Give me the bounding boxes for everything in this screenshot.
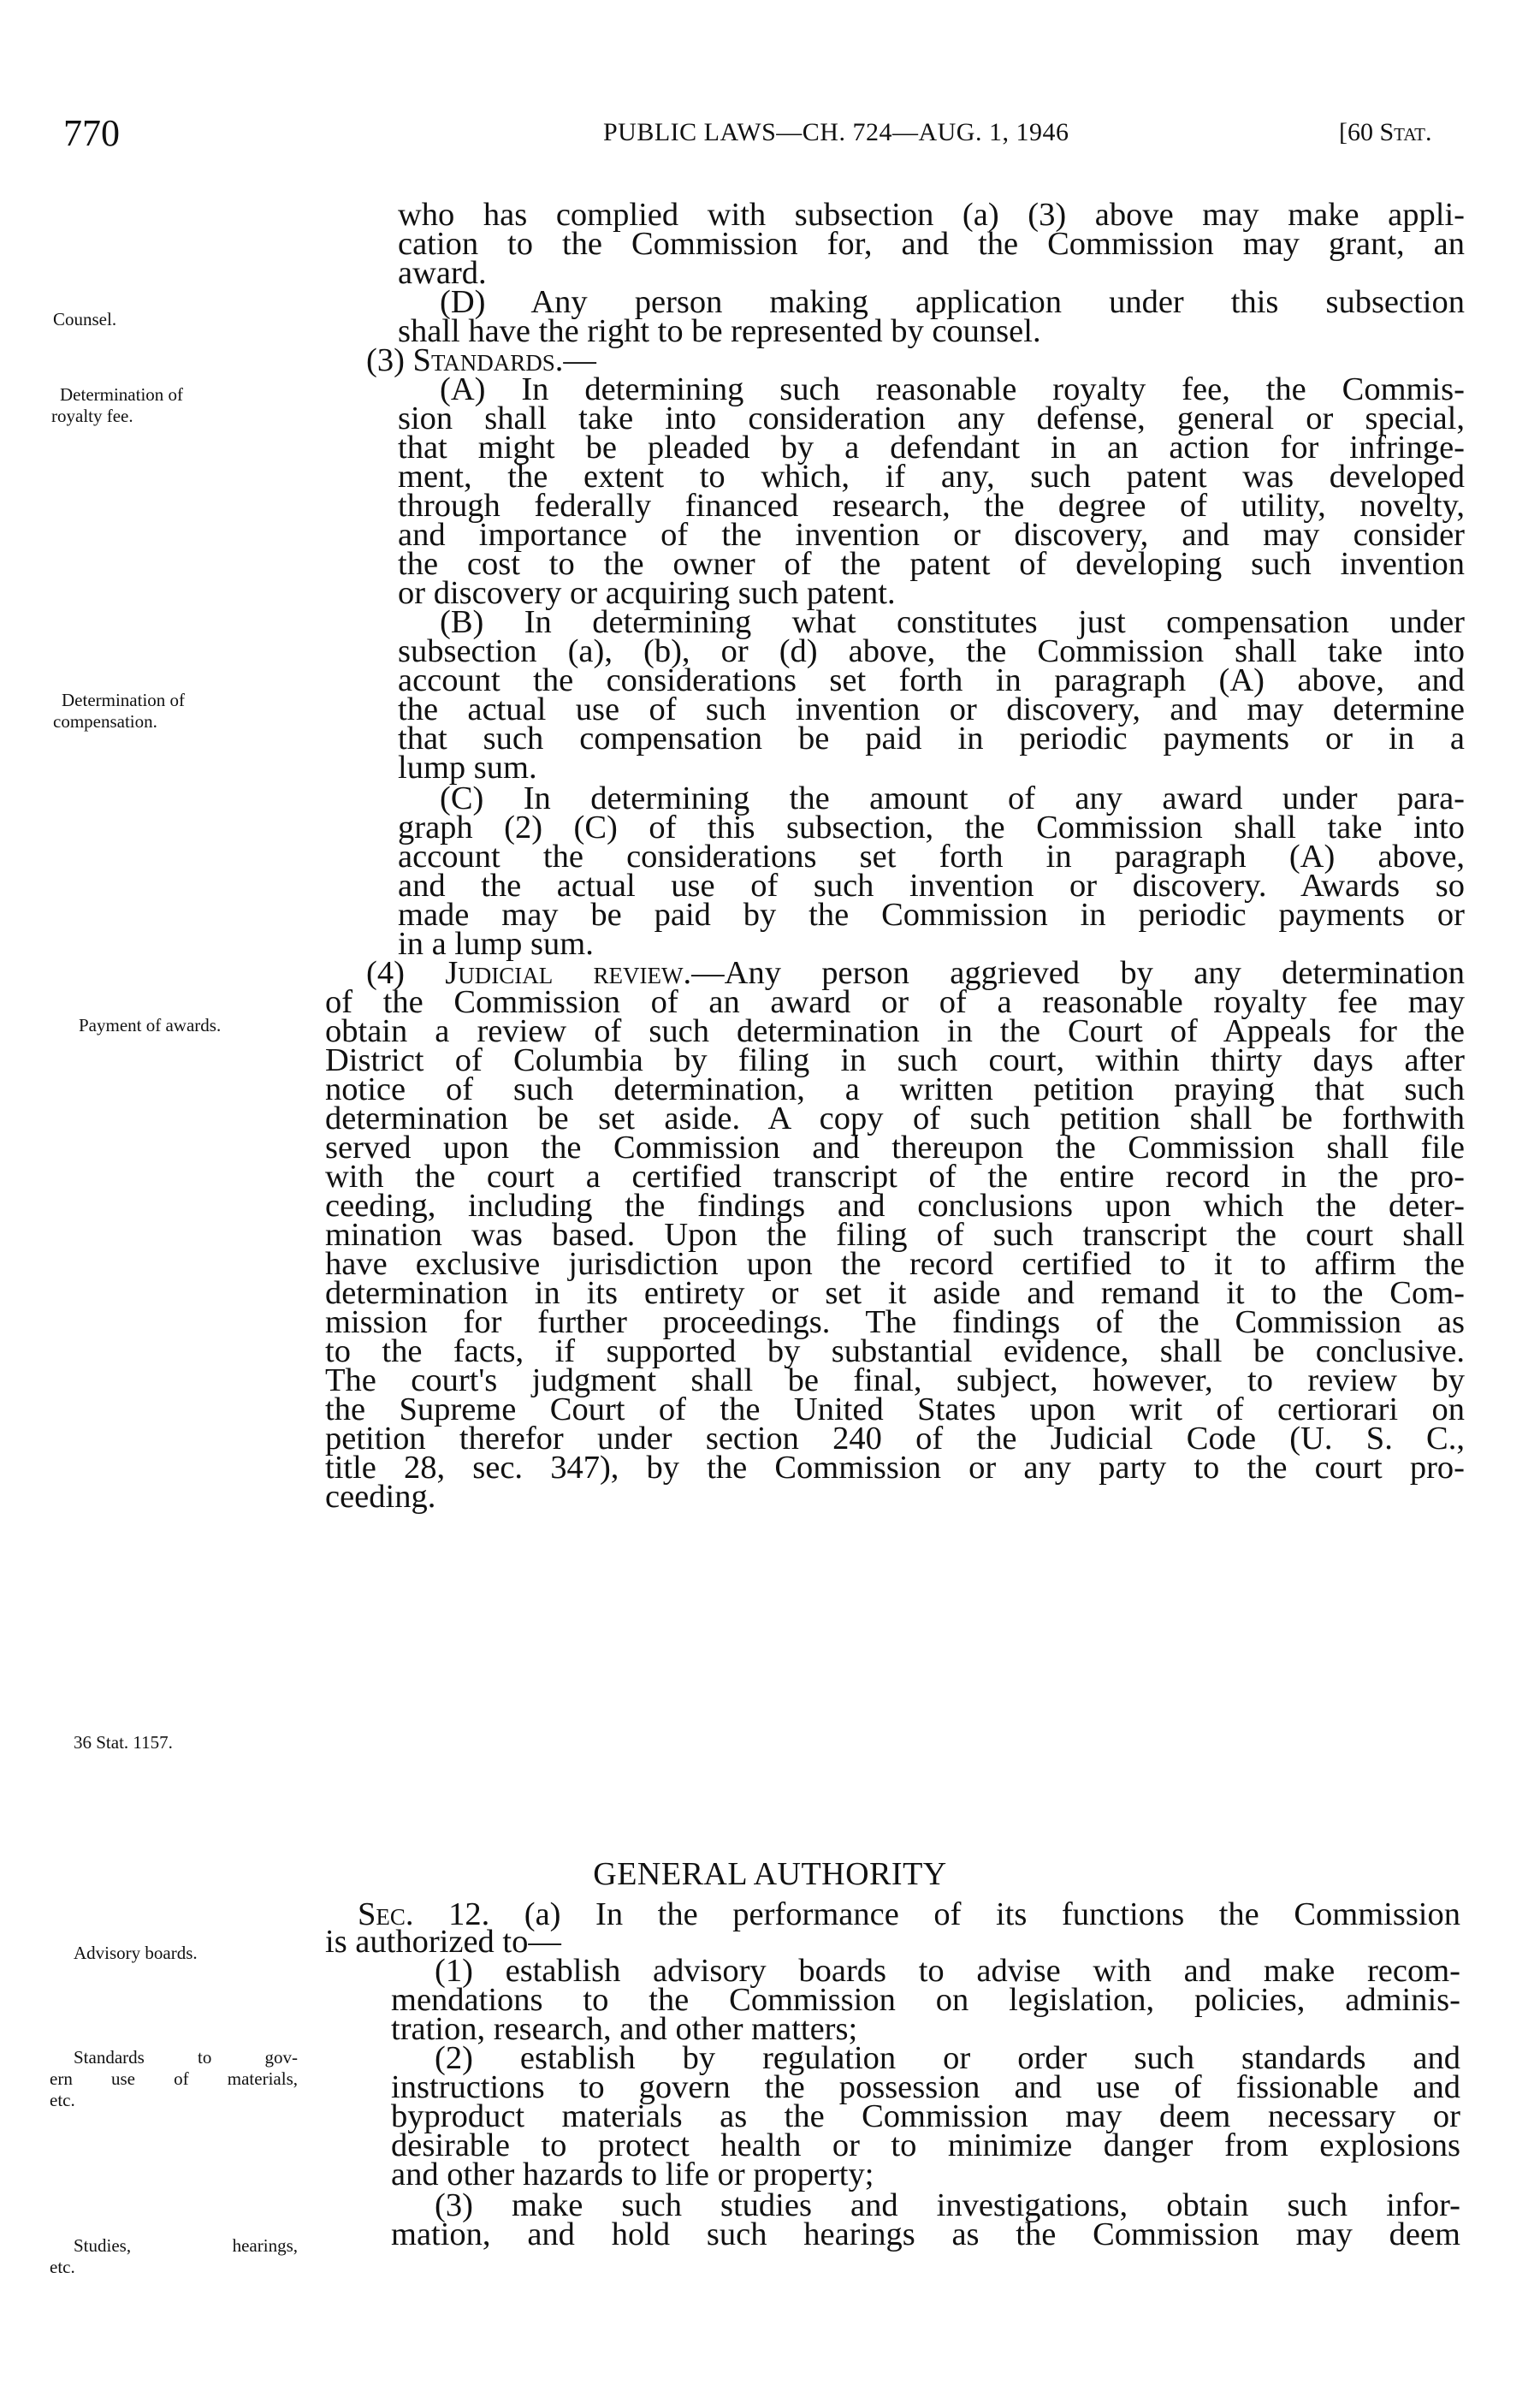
body-line: through federally financed research, the degree of utility, novelty, [398,488,1465,524]
body-line: byproduct materials as the Commission may deem necessary or [391,2098,1460,2134]
body-line: account the considerations set forth in paragraph (A) above, and [398,662,1465,698]
body-line: petition therefor under section 240 of the Judicial Code (U. S. C., [325,1421,1465,1457]
body-line: and importance of the invention or discovery, and may consider [398,517,1465,553]
body-line: lump sum. [398,750,537,786]
body-line: mation, and hold such hearings as the Commission may deem [391,2216,1460,2252]
section-heading: GENERAL AUTHORITY [593,1856,947,1892]
margin-note-line: Studies, hearings, [74,2235,298,2256]
margin-note-payment [79,1015,221,1036]
body-line: or discovery or acquiring such patent. [398,575,896,611]
body-line: title 28, sec. 347), by the Commission or any party to the court pro- [325,1450,1465,1486]
body-line: with the court a certified transcript of the entire record in the pro- [325,1159,1465,1195]
margin-note-compensation [53,690,185,733]
body-line: instructions to govern the possession and use of fissionable and [391,2069,1460,2105]
page-number: 770 [63,112,120,154]
body-line: ceeding, including the findings and conclusions upon which the deter- [325,1188,1465,1224]
margin-note-line: Determination of [60,384,184,405]
body-line: that such compensation be paid in periodic payments or in a [398,721,1465,756]
body-line: (3) make such studies and investigations, obtain such infor- [435,2187,1460,2223]
body-line: (1) establish advisory boards to advise with and make recom- [435,1953,1460,1989]
margin-note-line: Advisory boards. [74,1943,198,1963]
body-line: (A) In determining such reasonable royalty fee, the Commis- [440,371,1465,407]
body-line: subsection (a), (b), or (d) above, the Commission shall take into [398,633,1465,669]
body-line: sion shall take into consideration any defense, general or special, [398,400,1465,436]
volume-suffix: Stat. [1379,118,1432,146]
margin-note-line: 36 Stat. 1157. [74,1732,173,1753]
margin-note-line: royalty fee. [51,406,133,426]
body-line: (B) In determining what constitutes just compensation under [440,604,1465,640]
body-line: The court's judgment shall be final, subject, however, to review by [325,1362,1465,1398]
margin-note-line: Determination of [62,690,186,710]
body-line: have exclusive jurisdiction upon the record certified to it to affirm the [325,1246,1465,1282]
body-line: (2) establish by regulation or order such standards and [435,2040,1460,2076]
body-line: served upon the Commission and thereupon the Commission shall file [325,1130,1465,1166]
body-line: graph (2) (C) of this subsection, the Commission shall take into [398,810,1465,846]
subsection-heading-judicial-review: Judicial review. [445,955,692,991]
body-line: award. [398,255,487,291]
volume-prefix: [60 [1339,118,1380,146]
margin-note-line: etc. [50,2257,75,2277]
body-line: obtain a review of such determination in the Court of Appeals for the [325,1013,1465,1049]
body-line: is authorized to— [325,1924,561,1960]
subsection-heading-standards: Standards.— [412,342,596,378]
margin-note-studies [50,2235,298,2278]
margin-note-line: compensation. [53,711,157,732]
section-label: Sec. [358,1896,414,1932]
body-line: to the facts, if supported by substantial evidence, shall be conclusive. [325,1333,1465,1369]
body-line: Sec. 12. (a) In the performance of its functions the Commission [358,1896,1460,1932]
body-line: ceeding. [325,1479,436,1515]
body-line: the cost to the owner of the patent of developing such invention [398,546,1465,582]
body-line: the actual use of such invention or discovery, and may determine [398,691,1465,727]
body-line: District of Columbia by filing in such court, within thirty days after [325,1042,1465,1078]
body-line: (4) Judicial review.—Any person aggrieved by any determination [366,955,1465,991]
body-line: of the Commission of an award or of a reasonable royalty fee may [325,984,1465,1020]
body-line: mission for further proceedings. The findings of the Commission as [325,1304,1465,1340]
body-line: cation to the Commission for, and the Commission may grant, an [398,226,1465,262]
body-line: determination be set aside. A copy of such petition shall be forthwith [325,1101,1465,1136]
body-line: made may be paid by the Commission in periodic payments or [398,897,1465,933]
body-line: determination in its entirety or set it aside and remand it to the Com- [325,1275,1465,1311]
body-line: mendations to the Commission on legislation, policies, adminis- [391,1982,1460,2018]
body-line: mination was based. Upon the filing of such transcript the court shall [325,1217,1465,1253]
margin-note-stat-ref [74,1732,173,1753]
running-head: PUBLIC LAWS—CH. 724—AUG. 1, 1946 [603,118,1069,146]
body-line: who has complied with subsection (a) (3) above may make appli- [398,197,1465,233]
body-line: tration, research, and other matters; [391,2011,858,2047]
body-line: ment, the extent to which, if any, such patent was developed [398,459,1465,495]
body-line: desirable to protect health or to minimize danger from explosions [391,2127,1460,2163]
body-line: (C) In determining the amount of any award under para- [440,780,1465,816]
margin-note-advisory [74,1943,198,1964]
margin-note-line: Payment of awards. [79,1015,222,1035]
body-line: (D) Any person making application under this subsection [440,284,1465,320]
body-line: in a lump sum. [398,926,594,962]
volume-citation [1339,118,1432,147]
body-line: that might be pleaded by a defendant in an action for infringe- [398,430,1465,466]
body-line: the Supreme Court of the United States upon writ of certiorari on [325,1391,1465,1427]
margin-note-royalty [51,384,184,427]
margin-note-line: ern use of materials, [50,2068,298,2089]
margin-note-line: etc. [50,2090,75,2110]
body-line: and other hazards to life or property; [391,2157,874,2192]
body-line: shall have the right to be represented by counsel. [398,313,1041,349]
margin-note-line: Standards to gov- [74,2047,298,2068]
body-line: (3) Standards.— [366,342,596,378]
margin-note-line: Counsel. [53,309,117,329]
body-line: and the actual use of such invention or discovery. Awards so [398,868,1465,904]
margin-note-counsel [53,309,116,330]
body-line: account the considerations set forth in paragraph (A) above, [398,839,1465,875]
margin-note-standards [50,2047,298,2111]
body-line: notice of such determination, a written petition praying that such [325,1071,1465,1107]
